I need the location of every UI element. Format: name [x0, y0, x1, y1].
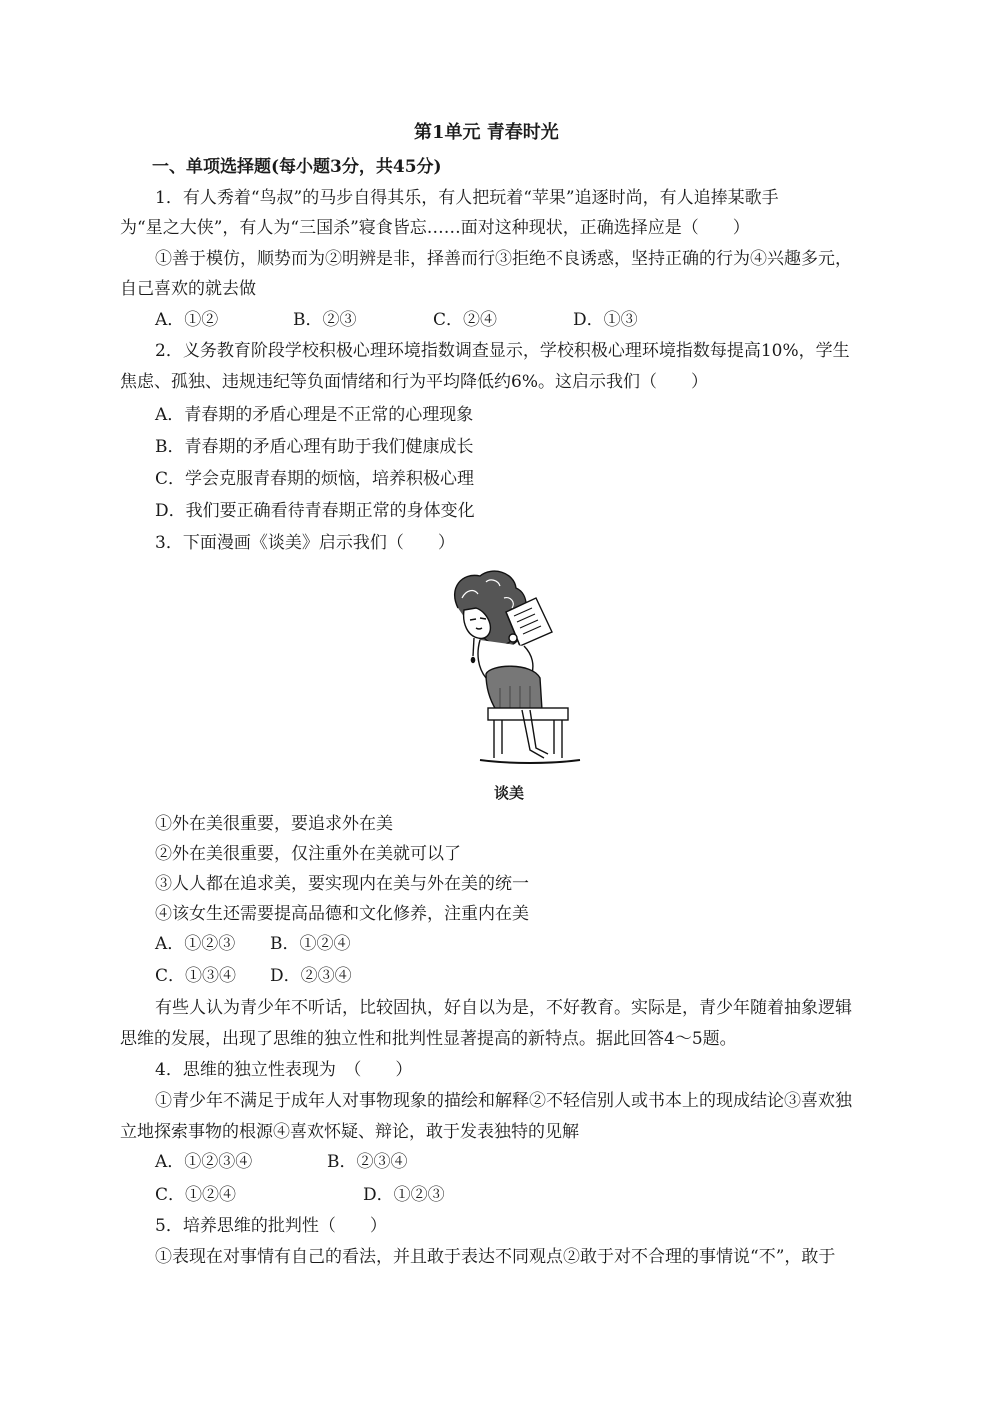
q3-item-4: ④该女生还需要提高品德和文化修养，注重内在美 — [155, 904, 529, 924]
section-heading: 一、单项选择题(每小题3分，共45分) — [152, 157, 442, 177]
q4-option-a: A．①②③④ — [155, 1152, 253, 1172]
q5-items-line-1: ①表现在对事情有自己的看法，并且敢于表达不同观点②敢于对不合理的事情说“不”，敢于 — [155, 1247, 836, 1267]
passage-line-1: 有些人认为青少年不听话，比较固执，好自以为是，不好教育。实际是，青少年随着抽象逻辑 — [155, 998, 852, 1018]
q2-option-a: A．青春期的矛盾心理是不正常的心理现象 — [155, 405, 474, 425]
cartoon-reading-woman-image — [440, 568, 585, 768]
q1-stem-line-2: 为“星之大侠”，有人为“三国杀”寝食皆忘……面对这种现状，正确选择应是（ ） — [120, 218, 750, 238]
q3-item-1: ①外在美很重要，要追求外在美 — [155, 814, 393, 834]
cartoon-caption: 谈美 — [494, 784, 525, 802]
q3-stem: 3．下面漫画《谈美》启示我们（ ） — [155, 533, 455, 553]
q2-stem-line-1: 2．义务教育阶段学校积极心理环境指数调查显示，学校积极心理环境指数每提高10%，学生 — [155, 341, 850, 361]
q5-stem: 5．培养思维的批判性（ ） — [155, 1216, 387, 1236]
q4-items-line-2: 立地探索事物的根源④喜欢怀疑、辩论，敢于发表独特的见解 — [120, 1122, 579, 1142]
q3-item-3: ③人人都在追求美，要实现内在美与外在美的统一 — [155, 874, 529, 894]
q1-stem-line-1: 1．有人秀着“鸟叔”的马步自得其乐，有人把玩着“苹果”追逐时尚，有人追捧某歌手 — [155, 188, 779, 208]
q4-items-line-1: ①青少年不满足于成年人对事物现象的描绘和解释②不轻信别人或书本上的现成结论③喜欢独 — [155, 1091, 852, 1111]
q1-option-c: C．②④ — [433, 310, 498, 330]
q2-option-b: B．青春期的矛盾心理有助于我们健康成长 — [155, 437, 474, 457]
q2-option-d: D．我们要正确看待青春期正常的身体变化 — [155, 501, 475, 521]
q1-option-d: D．①③ — [573, 310, 638, 330]
q1-option-b: B．②③ — [293, 310, 357, 330]
q1-items-line-2: 自己喜欢的就去做 — [120, 279, 256, 299]
q4-option-c: C．①②④ — [155, 1185, 237, 1205]
q3-option-d: D．②③④ — [270, 966, 352, 986]
q3-item-2: ②外在美很重要，仅注重外在美就可以了 — [155, 844, 461, 864]
q3-option-b: B．①②④ — [270, 934, 351, 954]
q4-option-b: B．②③④ — [327, 1152, 408, 1172]
passage-line-2: 思维的发展，出现了思维的独立性和批判性显著提高的新特点。据此回答4～5题。 — [120, 1029, 737, 1049]
q3-option-c: C．①③④ — [155, 966, 237, 986]
q3-option-a: A．①②③ — [155, 934, 236, 954]
q2-option-c: C．学会克服青春期的烦恼，培养积极心理 — [155, 469, 475, 489]
q4-stem: 4．思维的独立性表现为 （ ） — [155, 1060, 413, 1080]
q1-items-line-1: ①善于模仿，顺势而为②明辨是非，择善而行③拒绝不良诱惑，坚持正确的行为④兴趣多元， — [155, 249, 852, 269]
q4-option-d: D．①②③ — [363, 1185, 445, 1205]
q1-option-a: A．①② — [155, 310, 219, 330]
q2-stem-line-2: 焦虑、孤独、违规违纪等负面情绪和行为平均降低约6%。这启示我们（ ） — [120, 372, 708, 392]
page-title: 第1单元 青春时光 — [414, 122, 559, 143]
